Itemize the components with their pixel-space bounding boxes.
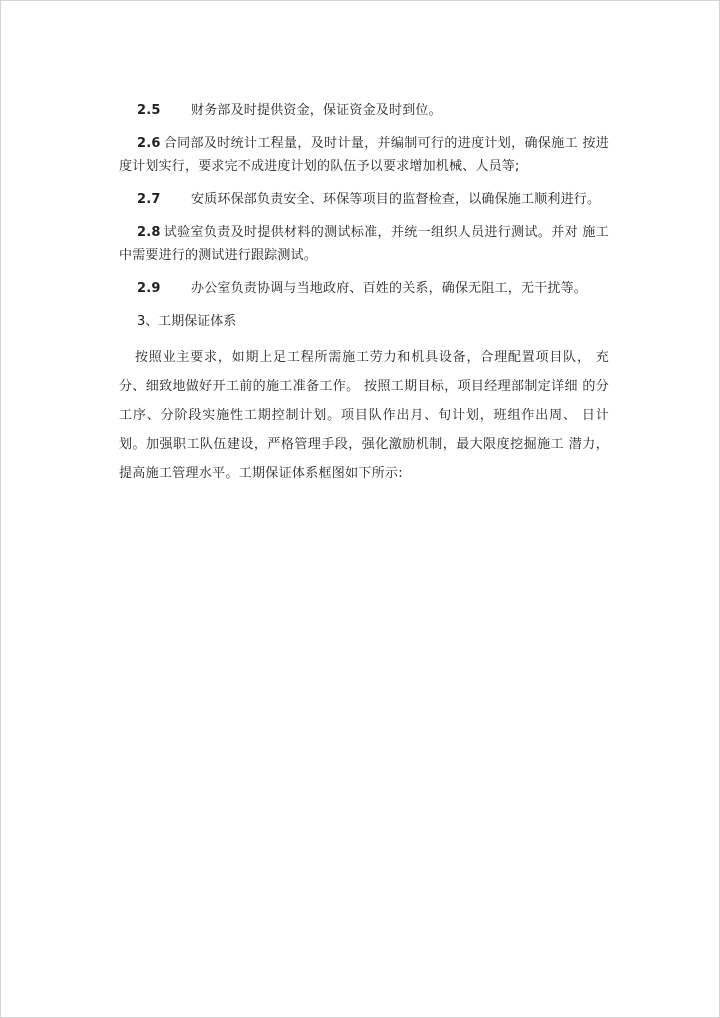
body-paragraph: 按照业主要求，如期上足工程所需施工劳力和机具设备，合理配置项目队， 充分、细致地做好开工前的施工准备工作。 按照工期目标，项目经理部制定详细 的分工序、分阶段实施性工期控制计划。项目队作出月、旬计划，班组作出周、 日计划。加强职工队伍建设，严格管理手段，强化激励机制，最大限度挖掘施工 潜力，提高施工管理水平。工期保证体系框图如下所示: <box>119 350 609 481</box>
list-item-2-5 <box>119 99 609 122</box>
document-content <box>119 99 609 488</box>
item-number: 2.8 <box>137 225 161 240</box>
list-item-2-7 <box>119 188 609 211</box>
item-text: 办公室负责协调与当地政府、百姓的关系，确保无阻工，无干扰等。 <box>191 281 588 296</box>
item-text: 试验室负责及时提供材料的测试标准，并统一组织人员进行测试。并对 施工中需要进行的测试进行跟踪测试。 <box>119 225 609 263</box>
list-item-2-6 <box>119 132 609 178</box>
item-number: 2.5 <box>137 103 161 118</box>
item-number: 2.6 <box>137 136 161 151</box>
section-heading: 3、工期保证体系 <box>137 314 237 329</box>
item-number: 2.7 <box>137 192 161 207</box>
list-item-2-9 <box>119 277 609 300</box>
item-text: 财务部及时提供资金，保证资金及时到位。 <box>191 103 442 118</box>
list-item-2-8 <box>119 221 609 267</box>
item-number: 2.9 <box>137 281 161 296</box>
item-text: 合同部及时统计工程量，及时计量，并编制可行的进度计划，确保施工 按进度计划实行，要求完不成进度计划的队伍予以要求增加机械、人员等; <box>119 136 609 174</box>
item-text: 安质环保部负责安全、环保等项目的监督检查，以确保施工顺利进行。 <box>191 192 601 207</box>
